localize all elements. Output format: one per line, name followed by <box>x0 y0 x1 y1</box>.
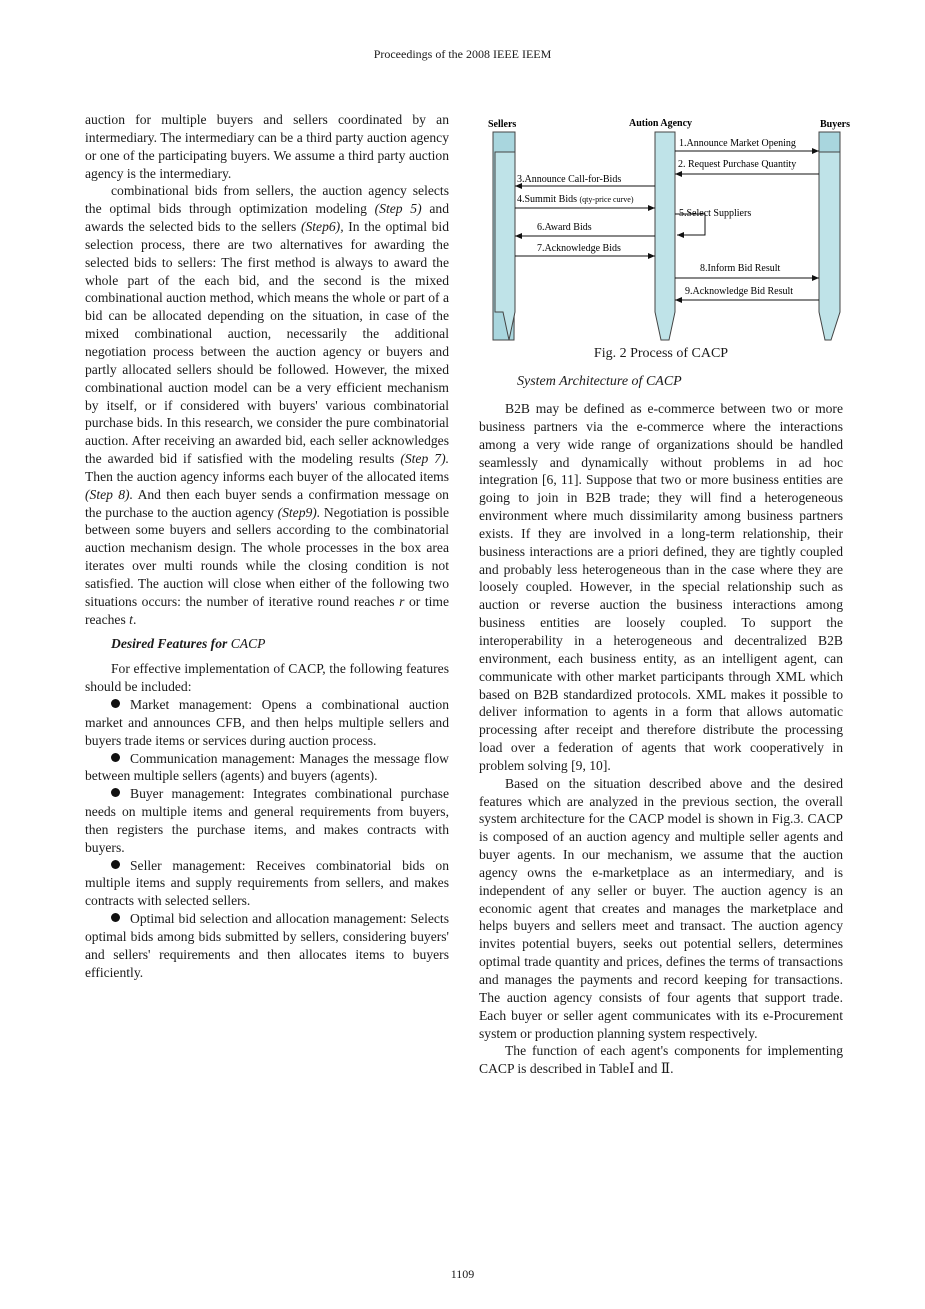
left-column <box>85 111 449 982</box>
bullet-dot-icon <box>111 913 120 922</box>
message-1 <box>675 138 819 151</box>
bullet-dot-icon <box>111 860 120 869</box>
agency-label: Aution Agency <box>629 118 693 129</box>
section-heading: Desired Features for CACP <box>111 636 266 652</box>
bullet-dot-icon <box>111 699 120 708</box>
paragraph: B2B may be defined as e-commerce between two or more business partners via the e-commerce where the interactions among a very wide range of organizations should be handled seamlessly and dynamically without problems in ad hoc integration [6, 11]. Suppose that two or more business entities are going to join in B2B trade; they will find a heterogeneous environment where much dissimilarity among business partners exists. If they are involved in a long-term relationship, their business interactions are a priori defined, they are tightly coupled and probably less heterogeneous than in the case where they are loosely coupled. However, in the special relationship such as auction or reverse auction the business interactions among business entities are loosely coupled. To support the interoperability in a heterogeneous and decentralized B2B environment, each business entity, as an intelligent agent, can communicate with other market participants through XML which based on B2B standardized protocols. XML makes it possible to deliver information to agents in a form that allows automatic processing after receipt and therefore distribute the processing load over a federation of agents that work cooperatively in problem solving [9, 10]. <box>479 401 843 773</box>
sellers-lifeline <box>493 132 515 340</box>
bullet-item: Market management: Opens a combinational auction market and announces CFB, and then helps multiple sellers and buyers trade items or services during auction process. <box>85 697 449 748</box>
svg-text:8.Inform Bid Result: 8.Inform Bid Result <box>700 263 781 274</box>
message-3 <box>515 174 655 186</box>
paragraph: combinational bids from sellers, the auction agency selects the optimal bids through optimization modeling (Step 5) and awards the selected bids to the sellers (Step6), In the optimal bid selection process, there are two alternatives for awarding the selected bids to sellers: The first method is always to award the whole part of the each bid, and the second is the mixed combinational auction method, which means the whole or part of a bid can be allocated depending on the situation, in case of the mixed combinational auction, necessarily the additional negotiation process between the auction agency or buyers and partly allocated sellers should be followed. However, the mixed combinational auction model can be a very efficient mechanism by itself, or if considered with buyers' various combinatorial purchase bids. In this research, we consider the pure combinatorial auction. After receiving an awarded bid, each seller acknowledges the awarded bid if satisfied with the modeling results (Step 7). Then the auction agency informs each buyer of the allocated items (Step 8). And then each buyer sends a confirmation message on the purchase to the auction agency (Step9). Negotiation is possible between some buyers and sellers according to the combinatorial auction mechanism design. The whole processes in the box area iterates over multi rounds while the closing condition is not satisfied. The auction will close when either of the following two situations occurs: the number of iterative round reaches r or time reaches t. <box>85 183 449 627</box>
figure-caption: Fig. 2 Process of CACP <box>593 346 729 361</box>
page-number: 1109 <box>450 1267 475 1281</box>
message-4 <box>515 194 655 208</box>
bullet-item: Communication management: Manages the message flow between multiple sellers (agents) and buyers (agents). <box>85 750 449 784</box>
sellers-label: Sellers <box>488 119 517 130</box>
svg-text:9.Acknowledge Bid Result: 9.Acknowledge Bid Result <box>685 286 794 297</box>
paragraph: For effective implementation of CACP, the following features should be included: <box>85 661 449 695</box>
message-8 <box>675 263 819 278</box>
bullet-item: Seller management: Receives combinatorial bids on multiple items and supply requirements from sellers, and makes contracts with selected sellers. <box>85 857 449 909</box>
buyers-label: Buyers <box>820 119 850 130</box>
svg-text:1.Announce Market Opening: 1.Announce Market Opening <box>679 138 796 149</box>
message-9 <box>675 286 819 300</box>
process-diagram <box>485 112 860 344</box>
right-column <box>479 400 843 1078</box>
message-2 <box>675 159 819 174</box>
svg-text:7.Acknowledge Bids: 7.Acknowledge Bids <box>537 243 621 254</box>
paragraph: Based on the situation described above and the desired features which are analyzed in the previous section, the overall system architecture for the CACP model is shown in Fig.3. CACP is composed of an auction agency and multiple seller agents and buyer agents. In our mechanism, we assume that the auction agency owns the e-marketplace as an intermediary, and is independent of any seller or buyer. The auction agency is an economic agent that creates and manages the marketplace and helps buyers and sellers meet and transact. The auction agency invites potential buyers, seeks out potential sellers, determines optimal trade quantity and prices, defines the terms of transactions and manages the payments and record keeping for transactions. The auction agency consists of four agents that support trade. Each buyer or seller agent communicates with its e-Procurement system or production planning system respectively. <box>479 775 843 1041</box>
svg-text:5.Select Suppliers: 5.Select Suppliers <box>679 208 752 219</box>
running-header: Proceedings of the 2008 IEEE IEEM <box>373 47 552 61</box>
svg-text:4.Summit Bids (qty-price curve: 4.Summit Bids (qty-price curve) <box>517 194 634 205</box>
buyers-lifeline <box>819 132 840 340</box>
svg-text:2. Request Purchase Quantity: 2. Request Purchase Quantity <box>678 159 797 170</box>
message-5-self <box>675 208 751 235</box>
message-6 <box>515 222 655 236</box>
paragraph: auction for multiple buyers and sellers coordinated by an intermediary. The intermediary can be a third party auction agency or one of the participating buyers. We assume a third party auction agency is the intermediary. <box>85 112 449 181</box>
svg-text:3.Announce Call-for-Bids: 3.Announce Call-for-Bids <box>517 174 622 185</box>
bullet-item: Buyer management: Integrates combinational purchase needs on multiple items and general requirements from buyers, then registers the purchase items, and makes contracts with buyers. <box>85 786 449 855</box>
subsection-heading: System Architecture of CACP <box>517 374 682 389</box>
bullet-item: Optimal bid selection and allocation management: Selects optimal bids among bids submitted by sellers, considering buyers' and sellers' requirements and then allocates items to buyers efficiently. <box>85 911 449 980</box>
bullet-dot-icon <box>111 788 120 797</box>
agency-lifeline <box>655 132 675 340</box>
paragraph: The function of each agent's components for implementing CACP is described in TableⅠ and Ⅱ. <box>479 1043 843 1077</box>
bullet-dot-icon <box>111 753 120 762</box>
svg-text:6.Award Bids: 6.Award Bids <box>537 222 592 233</box>
message-7 <box>515 243 655 256</box>
